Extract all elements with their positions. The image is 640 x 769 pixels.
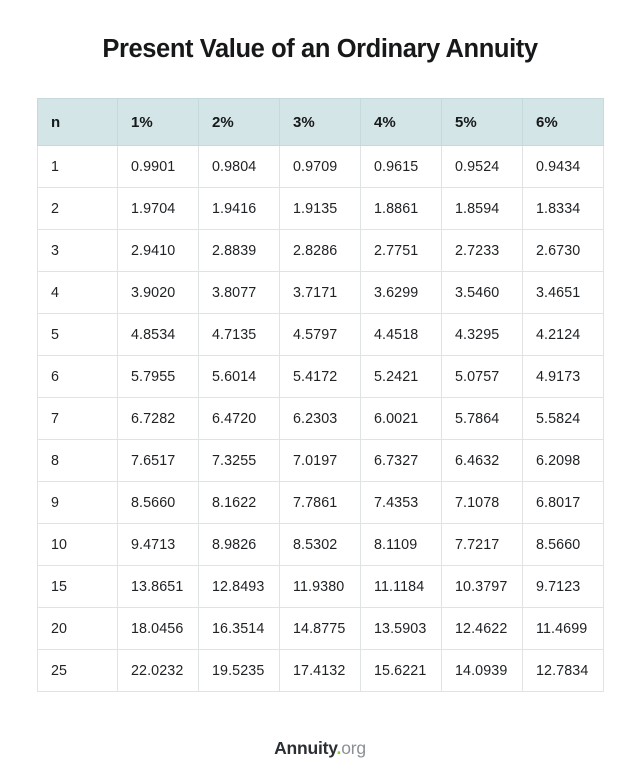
cell-value: 8.5660 bbox=[118, 482, 199, 524]
cell-value: 0.9615 bbox=[361, 146, 442, 188]
present-value-table bbox=[37, 98, 604, 692]
cell-value: 16.3514 bbox=[199, 608, 280, 650]
cell-value: 6.2303 bbox=[280, 398, 361, 440]
cell-value: 7.3255 bbox=[199, 440, 280, 482]
cell-value: 22.0232 bbox=[118, 650, 199, 692]
cell-value: 0.9804 bbox=[199, 146, 280, 188]
cell-value: 8.5660 bbox=[523, 524, 604, 566]
cell-value: 3.4651 bbox=[523, 272, 604, 314]
cell-value: 5.5824 bbox=[523, 398, 604, 440]
cell-value: 8.1109 bbox=[361, 524, 442, 566]
cell-value: 8.1622 bbox=[199, 482, 280, 524]
column-header-rate-4: 4% bbox=[361, 99, 442, 146]
cell-value: 15.6221 bbox=[361, 650, 442, 692]
cell-value: 2.9410 bbox=[118, 230, 199, 272]
table-row bbox=[38, 314, 604, 356]
table-row bbox=[38, 398, 604, 440]
cell-value: 4.3295 bbox=[442, 314, 523, 356]
cell-value: 5.7864 bbox=[442, 398, 523, 440]
cell-value: 6.8017 bbox=[523, 482, 604, 524]
cell-value: 6.7282 bbox=[118, 398, 199, 440]
cell-value: 10.3797 bbox=[442, 566, 523, 608]
cell-value: 3.7171 bbox=[280, 272, 361, 314]
table-header bbox=[38, 99, 604, 146]
table-row bbox=[38, 188, 604, 230]
cell-n: 25 bbox=[38, 650, 118, 692]
cell-value: 1.8594 bbox=[442, 188, 523, 230]
cell-value: 5.2421 bbox=[361, 356, 442, 398]
cell-value: 12.4622 bbox=[442, 608, 523, 650]
cell-n: 10 bbox=[38, 524, 118, 566]
cell-value: 3.9020 bbox=[118, 272, 199, 314]
cell-value: 18.0456 bbox=[118, 608, 199, 650]
cell-value: 14.8775 bbox=[280, 608, 361, 650]
column-header-rate-6: 6% bbox=[523, 99, 604, 146]
cell-value: 12.8493 bbox=[199, 566, 280, 608]
annuity-table-container bbox=[37, 98, 603, 692]
logo-wordmark: Annuity bbox=[274, 738, 337, 758]
cell-value: 3.8077 bbox=[199, 272, 280, 314]
table-row bbox=[38, 356, 604, 398]
cell-value: 0.9524 bbox=[442, 146, 523, 188]
cell-value: 5.0757 bbox=[442, 356, 523, 398]
column-header-rate-2: 2% bbox=[199, 99, 280, 146]
cell-value: 4.2124 bbox=[523, 314, 604, 356]
cell-n: 1 bbox=[38, 146, 118, 188]
cell-value: 2.7233 bbox=[442, 230, 523, 272]
cell-n: 7 bbox=[38, 398, 118, 440]
column-header-rate-1: 1% bbox=[118, 99, 199, 146]
cell-value: 7.1078 bbox=[442, 482, 523, 524]
column-header-rate-3: 3% bbox=[280, 99, 361, 146]
table-row bbox=[38, 230, 604, 272]
cell-value: 1.9704 bbox=[118, 188, 199, 230]
cell-n: 15 bbox=[38, 566, 118, 608]
cell-value: 8.5302 bbox=[280, 524, 361, 566]
cell-value: 13.5903 bbox=[361, 608, 442, 650]
cell-value: 0.9901 bbox=[118, 146, 199, 188]
column-header-n: n bbox=[38, 99, 118, 146]
cell-value: 14.0939 bbox=[442, 650, 523, 692]
cell-value: 17.4132 bbox=[280, 650, 361, 692]
cell-value: 12.7834 bbox=[523, 650, 604, 692]
cell-value: 19.5235 bbox=[199, 650, 280, 692]
cell-value: 6.7327 bbox=[361, 440, 442, 482]
cell-value: 1.8334 bbox=[523, 188, 604, 230]
cell-value: 0.9709 bbox=[280, 146, 361, 188]
cell-value: 0.9434 bbox=[523, 146, 604, 188]
cell-n: 5 bbox=[38, 314, 118, 356]
cell-value: 6.4632 bbox=[442, 440, 523, 482]
logo-dot-icon: . bbox=[336, 738, 342, 758]
cell-value: 2.8286 bbox=[280, 230, 361, 272]
cell-value: 2.7751 bbox=[361, 230, 442, 272]
cell-value: 11.4699 bbox=[523, 608, 604, 650]
table-body bbox=[38, 146, 604, 692]
page-title: Present Value of an Ordinary Annuity bbox=[102, 35, 538, 63]
cell-value: 2.6730 bbox=[523, 230, 604, 272]
cell-value: 1.9135 bbox=[280, 188, 361, 230]
cell-value: 5.7955 bbox=[118, 356, 199, 398]
table-row bbox=[38, 440, 604, 482]
table-row bbox=[38, 482, 604, 524]
cell-value: 5.6014 bbox=[199, 356, 280, 398]
cell-n: 20 bbox=[38, 608, 118, 650]
cell-n: 4 bbox=[38, 272, 118, 314]
cell-value: 6.0021 bbox=[361, 398, 442, 440]
cell-value: 3.5460 bbox=[442, 272, 523, 314]
cell-value: 7.0197 bbox=[280, 440, 361, 482]
cell-value: 7.7861 bbox=[280, 482, 361, 524]
cell-n: 6 bbox=[38, 356, 118, 398]
cell-value: 7.7217 bbox=[442, 524, 523, 566]
cell-value: 11.9380 bbox=[280, 566, 361, 608]
cell-value: 1.8861 bbox=[361, 188, 442, 230]
cell-value: 9.4713 bbox=[118, 524, 199, 566]
table-row bbox=[38, 566, 604, 608]
table-row bbox=[38, 608, 604, 650]
cell-value: 9.7123 bbox=[523, 566, 604, 608]
cell-n: 9 bbox=[38, 482, 118, 524]
cell-value: 7.4353 bbox=[361, 482, 442, 524]
cell-value: 1.9416 bbox=[199, 188, 280, 230]
cell-value: 5.4172 bbox=[280, 356, 361, 398]
cell-value: 8.9826 bbox=[199, 524, 280, 566]
table-header-row bbox=[38, 99, 604, 146]
column-header-rate-5: 5% bbox=[442, 99, 523, 146]
cell-value: 2.8839 bbox=[199, 230, 280, 272]
cell-value: 4.4518 bbox=[361, 314, 442, 356]
cell-value: 4.7135 bbox=[199, 314, 280, 356]
table-row bbox=[38, 650, 604, 692]
cell-n: 8 bbox=[38, 440, 118, 482]
cell-value: 4.8534 bbox=[118, 314, 199, 356]
cell-value: 3.6299 bbox=[361, 272, 442, 314]
cell-value: 6.2098 bbox=[523, 440, 604, 482]
table-row bbox=[38, 272, 604, 314]
cell-value: 11.1184 bbox=[361, 566, 442, 608]
logo-tld: org bbox=[341, 738, 366, 758]
cell-value: 13.8651 bbox=[118, 566, 199, 608]
cell-value: 4.5797 bbox=[280, 314, 361, 356]
cell-n: 3 bbox=[38, 230, 118, 272]
table-row bbox=[38, 146, 604, 188]
cell-value: 6.4720 bbox=[199, 398, 280, 440]
cell-n: 2 bbox=[38, 188, 118, 230]
site-logo[interactable] bbox=[0, 738, 640, 760]
cell-value: 7.6517 bbox=[118, 440, 199, 482]
cell-value: 4.9173 bbox=[523, 356, 604, 398]
table-row bbox=[38, 524, 604, 566]
